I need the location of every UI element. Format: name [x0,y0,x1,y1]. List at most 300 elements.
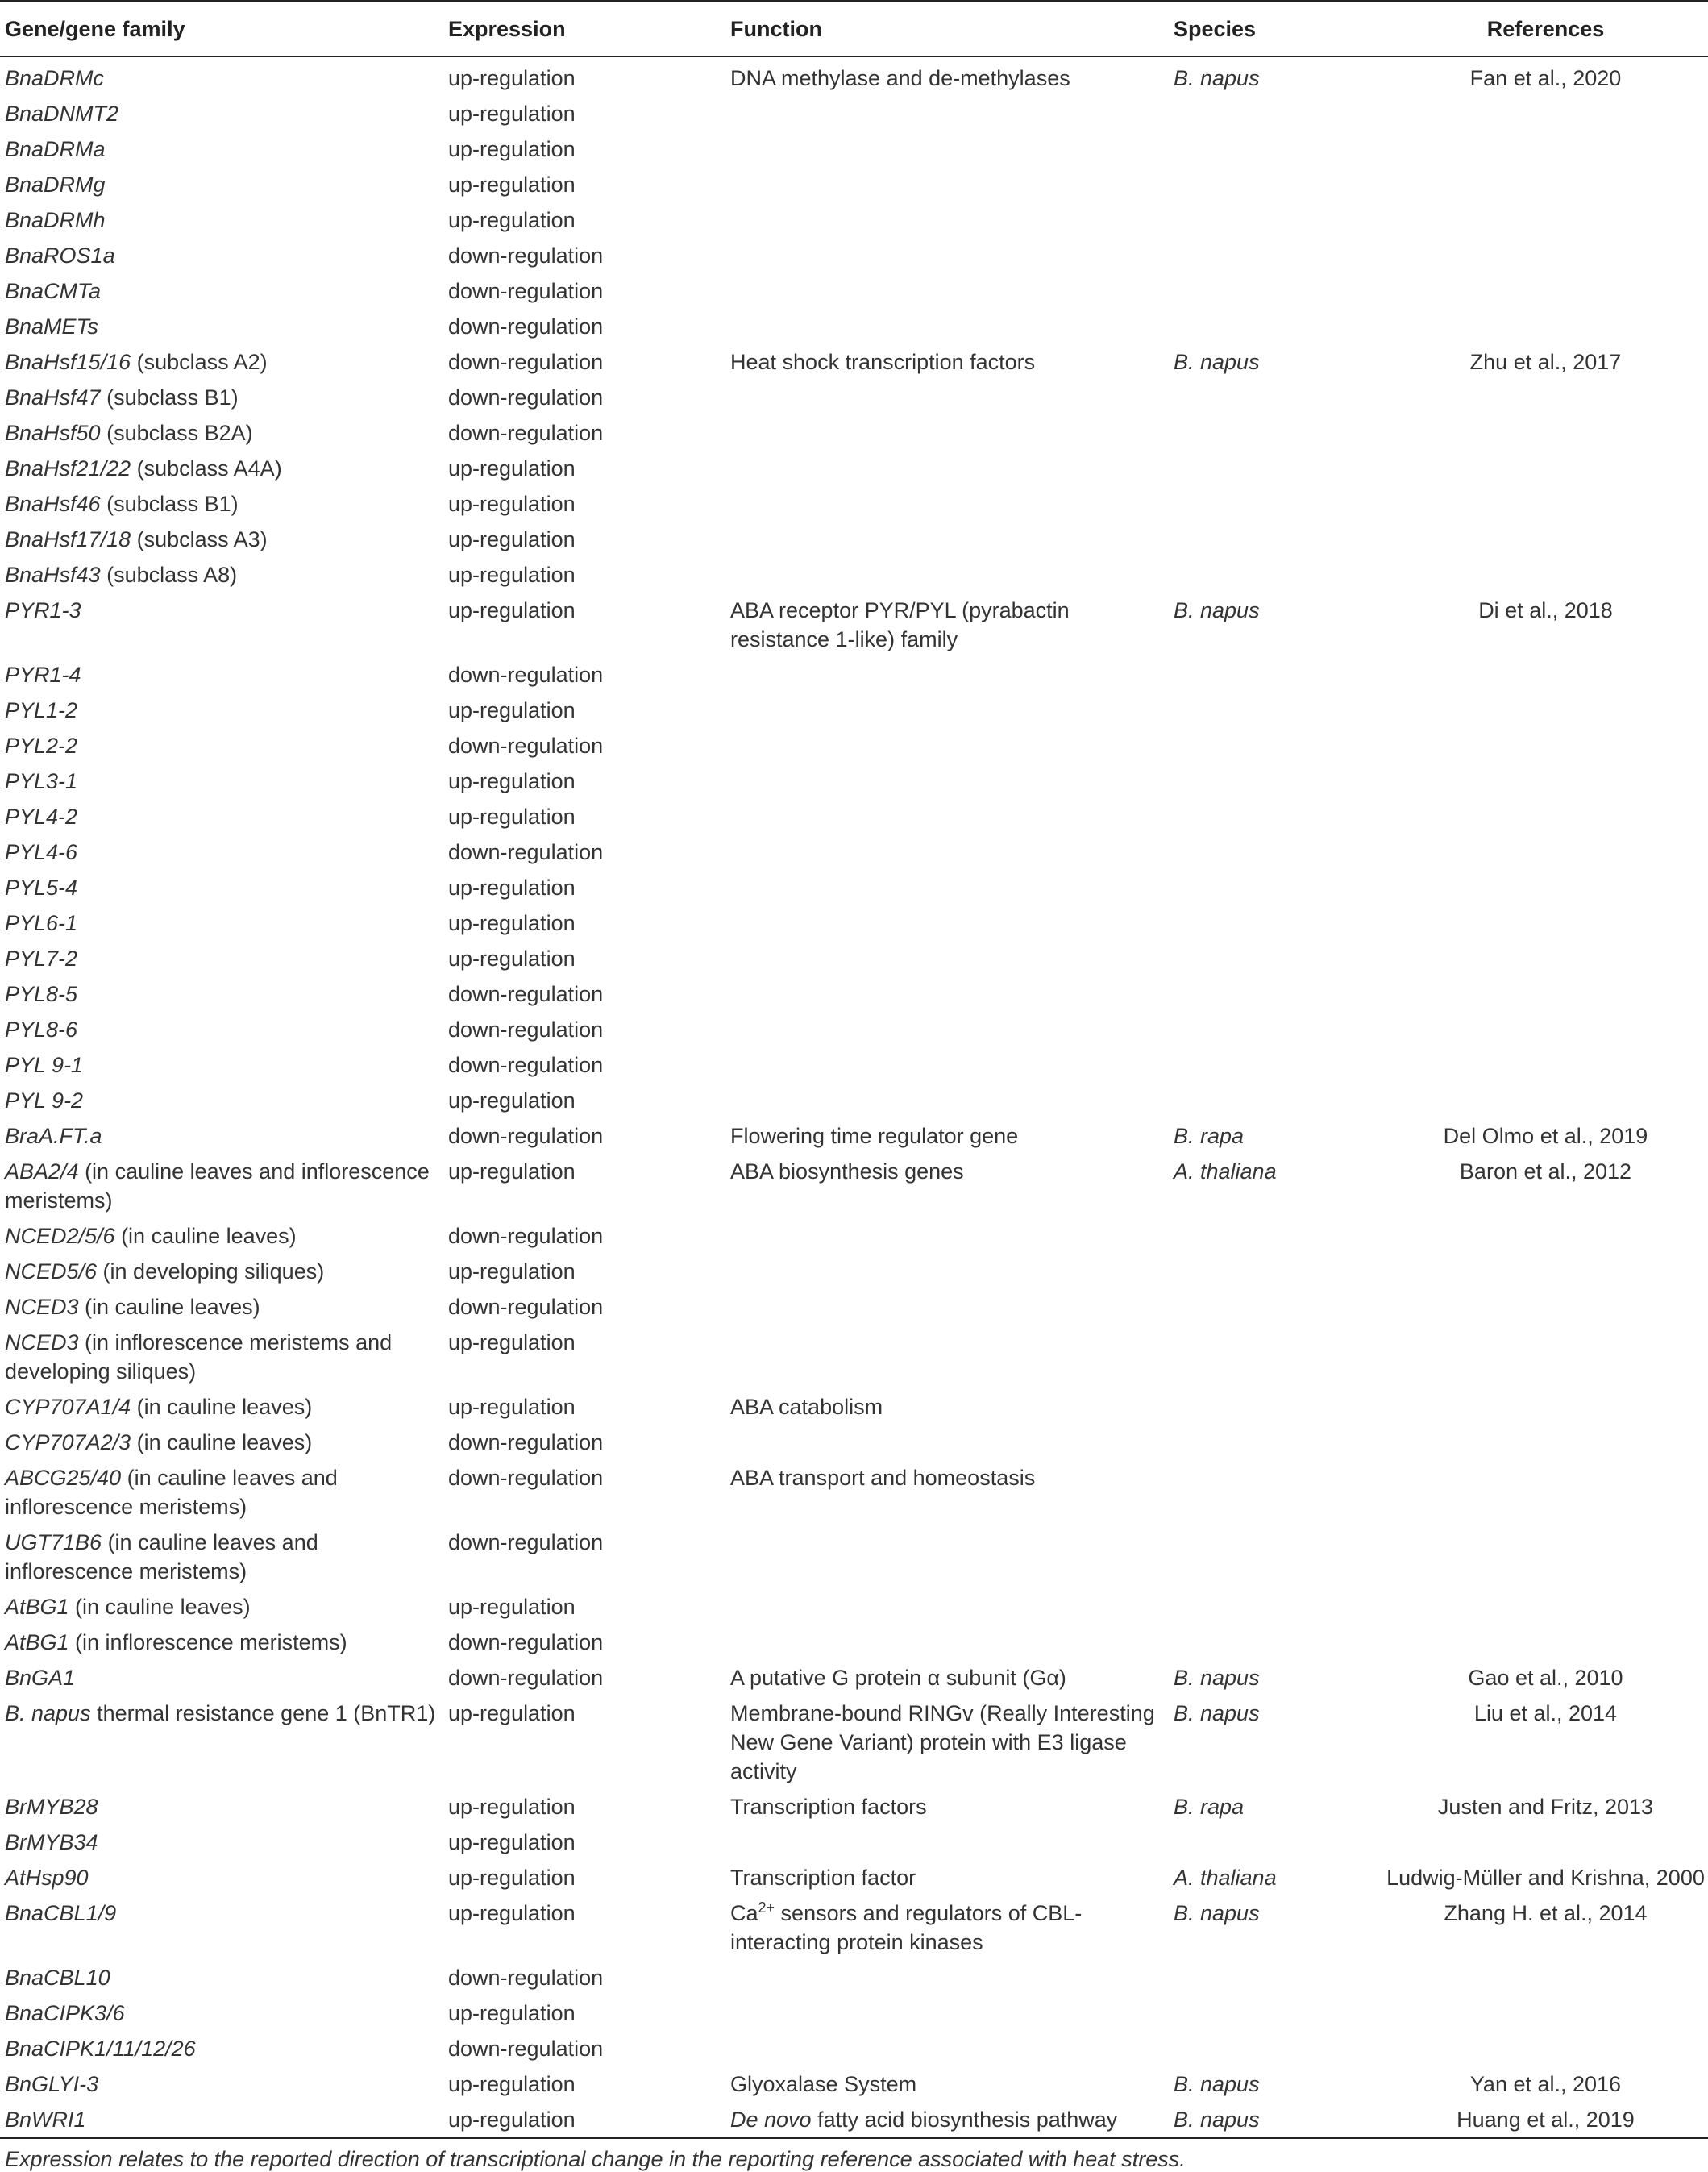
gene-name: PYL1-2 [5,698,78,722]
function-text: ABA receptor PYR/PYL (pyrabactin resistance 1-like) family [730,598,1070,651]
cell-species [1169,164,1378,199]
cell-function [725,867,1169,902]
cell-expression: up-regulation [448,598,576,622]
cell-expression: down-regulation [448,1124,604,1148]
cell-expression: up-regulation [448,1795,576,1819]
gene-name: BnaHsf47 [5,385,101,410]
cell-reference [1378,128,1708,164]
gene-name: PYL4-2 [5,805,78,829]
table-row [0,760,1708,796]
cell-expression: up-regulation [448,173,576,197]
gene-name: BnWRI1 [5,2108,86,2132]
cell-gene [0,412,443,447]
gene-name: PYR1-3 [5,598,81,622]
cell-expression: up-regulation [448,208,576,232]
table-row [0,1250,1708,1286]
cell-reference [1378,831,1708,867]
cell-expression: up-regulation [448,492,576,516]
table-row [0,518,1708,554]
table-footnote: Expression relates to the reported direction of transcriptional change in the reporting reference associated with heat stress. [5,2147,1186,2171]
cell-reference [1378,93,1708,128]
cell-expression: up-regulation [448,1830,576,1854]
table-row [0,1115,1708,1150]
gene-name: PYL5-4 [5,876,78,900]
gene-name: ABA2/4 [5,1159,79,1184]
cell-expression: down-regulation [448,1430,604,1454]
cell-function [725,1421,1169,1457]
cell-function [725,973,1169,1009]
gene-name: PYL 9-2 [5,1088,84,1113]
table-row [0,341,1708,377]
cell-species [1169,725,1378,760]
cell-gene [0,1957,443,1992]
cell-function [725,447,1169,483]
table-row [0,1386,1708,1421]
cell-gene [0,93,443,128]
table-row [0,554,1708,589]
cell-species: B. napus [1174,1901,1260,1925]
table-body [0,56,1708,2138]
gene-name: B. napus [5,1701,91,1725]
cell-gene [0,831,443,867]
cell-gene [0,867,443,902]
cell-function [725,1621,1169,1657]
cell-reference [1378,1386,1708,1421]
table-row [0,199,1708,235]
cell-expression: down-regulation [448,421,604,445]
cell-function [725,1821,1169,1857]
gene-detail: (subclass A3) [131,527,268,551]
gene-detail: (subclass A4A) [131,456,282,481]
gene-name: BraA.FT.a [5,1124,102,1148]
cell-expression: down-regulation [448,1224,604,1248]
cell-reference [1378,1457,1708,1521]
table-row [0,2063,1708,2099]
gene-detail: (subclass A8) [100,563,238,587]
cell-expression: down-regulation [448,734,604,758]
cell-reference: Di et al., 2018 [1478,598,1613,622]
cell-gene [0,1386,443,1421]
cell-gene [0,1009,443,1044]
cell-reference: Yan et al., 2016 [1469,2072,1622,2096]
table-row [0,1521,1708,1586]
cell-species: A. thaliana [1174,1866,1277,1890]
table-row [0,725,1708,760]
gene-detail: (in inflorescence meristems and developing siliques) [5,1330,393,1384]
cell-species: B. napus [1174,598,1260,622]
table-row [0,164,1708,199]
cell-reference: Justen and Fritz, 2013 [1437,1795,1654,1819]
cell-reference [1378,306,1708,341]
cell-species: B. napus [1174,1701,1260,1725]
cell-species [1169,1621,1378,1657]
table-row [0,1657,1708,1692]
cell-function [725,518,1169,554]
cell-function [725,93,1169,128]
cell-function [725,1457,1169,1521]
function-text: DNA methylase and de-methylases [730,66,1070,90]
cell-species [1169,1586,1378,1621]
cell-reference [1378,725,1708,760]
cell-function [725,1957,1169,1992]
cell-gene [0,341,443,377]
cell-species [1169,306,1378,341]
cell-function [725,554,1169,589]
cell-species [1169,554,1378,589]
cell-species [1169,483,1378,518]
cell-expression: up-regulation [448,137,576,161]
cell-reference: Zhang H. et al., 2014 [1444,1901,1648,1925]
gene-name: PYL8-6 [5,1017,78,1042]
cell-reference [1378,689,1708,725]
gene-name: BnaCBL10 [5,1966,110,1990]
header-gene: Gene/gene family [0,2,443,57]
cell-gene [0,725,443,760]
cell-gene [0,1892,443,1957]
cell-gene [0,2028,443,2063]
cell-gene [0,689,443,725]
table-row [0,1786,1708,1821]
cell-function [725,1321,1169,1386]
function-text: fatty acid biosynthesis pathway [811,2108,1118,2132]
cell-species [1169,1215,1378,1250]
cell-species [1169,760,1378,796]
function-text: Membrane-bound RINGv (Really Interesting New Gene Variant) protein with E3 ligase activity [730,1701,1155,1783]
cell-function [725,199,1169,235]
cell-species [1169,1457,1378,1521]
cell-reference [1378,1621,1708,1657]
function-text: ABA biosynthesis genes [730,1159,964,1184]
gene-detail: thermal resistance gene 1 (BnTR1) [90,1701,436,1725]
cell-function [725,164,1169,199]
table-row [0,796,1708,831]
cell-expression: up-regulation [448,876,576,900]
function-italic: De novo [730,2108,812,2132]
function-text: Transcription factor [730,1866,916,1890]
table-row [0,2028,1708,2063]
cell-reference [1378,1250,1708,1286]
function-text: Heat shock transcription factors [730,350,1036,374]
gene-name: PYL 9-1 [5,1053,84,1077]
cell-expression: up-regulation [448,769,576,793]
table-row [0,1892,1708,1957]
gene-name: ABCG25/40 [5,1466,122,1490]
function-text: Flowering time regulator gene [730,1124,1019,1148]
cell-species: B. napus [1174,350,1260,374]
cell-gene [0,1150,443,1215]
cell-gene [0,1521,443,1586]
cell-reference: Zhu et al., 2017 [1469,350,1622,374]
cell-reference [1378,377,1708,412]
gene-detail: (in cauline leaves) [114,1224,297,1248]
cell-expression: down-regulation [448,1630,604,1654]
cell-reference [1378,1215,1708,1250]
cell-gene [0,306,443,341]
gene-name: BnaHsf43 [5,563,101,587]
cell-species [1169,1521,1378,1586]
cell-reference [1378,270,1708,306]
cell-gene [0,1080,443,1115]
function-text: Transcription factors [730,1795,927,1819]
table-row [0,902,1708,938]
cell-function [725,1286,1169,1321]
table-header-row [0,2,1708,57]
cell-function [725,1657,1169,1692]
table-row [0,831,1708,867]
cell-function [725,1786,1169,1821]
table-row [0,1586,1708,1621]
cell-species [1169,1009,1378,1044]
cell-gene [0,164,443,199]
cell-species [1169,796,1378,831]
cell-gene [0,1321,443,1386]
cell-reference [1378,412,1708,447]
cell-gene [0,1821,443,1857]
cell-species [1169,1080,1378,1115]
cell-function [725,483,1169,518]
gene-name: BrMYB34 [5,1830,98,1854]
cell-gene [0,235,443,270]
table-row [0,1821,1708,1857]
cell-reference [1378,199,1708,235]
table-row [0,938,1708,973]
cell-expression: up-regulation [448,1330,576,1354]
gene-detail: (in cauline leaves and inflorescence meristems) [5,1159,430,1213]
table-row [0,1080,1708,1115]
cell-gene [0,483,443,518]
gene-name: CYP707A2/3 [5,1430,131,1454]
cell-species [1169,938,1378,973]
cell-species [1169,1250,1378,1286]
header-references: References [1378,2,1708,57]
cell-reference [1378,1957,1708,1992]
table-row [0,867,1708,902]
cell-species [1169,831,1378,867]
gene-name: NCED5/6 [5,1259,98,1284]
cell-function [725,725,1169,760]
cell-reference [1378,447,1708,483]
cell-species [1169,1957,1378,1992]
gene-name: BnaDRMc [5,66,105,90]
gene-detail: (in cauline leaves and inflorescence meristems) [5,1466,338,1519]
cell-species [1169,447,1378,483]
cell-gene [0,56,443,93]
cell-expression: down-regulation [448,243,604,268]
gene-name: PYR1-4 [5,663,81,687]
cell-reference [1378,1992,1708,2028]
cell-function [725,128,1169,164]
cell-reference [1378,1821,1708,1857]
cell-species [1169,867,1378,902]
cell-reference [1378,1321,1708,1386]
gene-name: PYL3-1 [5,769,78,793]
cell-species: B. napus [1174,1666,1260,1690]
cell-gene [0,1657,443,1692]
gene-detail: (subclass A2) [131,350,268,374]
cell-gene [0,1992,443,2028]
table-row [0,1457,1708,1521]
cell-gene [0,902,443,938]
gene-name: BnaDNMT2 [5,102,119,126]
cell-function [725,1009,1169,1044]
cell-species [1169,902,1378,938]
gene-detail: (in cauline leaves) [131,1430,313,1454]
gene-detail: (in cauline leaves) [78,1295,260,1319]
cell-reference [1378,938,1708,973]
cell-expression: down-regulation [448,1966,604,1990]
table-row [0,1421,1708,1457]
table-row [0,412,1708,447]
cell-reference [1378,760,1708,796]
cell-function [725,796,1169,831]
gene-detail: (in cauline leaves) [69,1595,251,1619]
cell-species [1169,518,1378,554]
cell-species [1169,199,1378,235]
cell-expression: down-regulation [448,982,604,1006]
gene-name: BnaCBL1/9 [5,1901,117,1925]
cell-reference: Huang et al., 2019 [1378,2099,1708,2138]
cell-gene [0,2063,443,2099]
cell-expression: down-regulation [448,2037,604,2061]
header-expression: Expression [443,2,725,57]
table-row [0,1321,1708,1386]
cell-expression: down-regulation [448,1466,604,1490]
gene-name: BnaCMTa [5,279,102,303]
table-row [0,973,1708,1009]
function-text: A putative G protein α subunit (Gα) [730,1666,1066,1690]
gene-name: NCED3 [5,1295,79,1319]
gene-name: PYL4-6 [5,840,78,864]
table-row [0,1992,1708,2028]
function-text: ABA transport and homeostasis [730,1466,1036,1490]
function-text: Glyoxalase System [730,2072,917,2096]
cell-species [1169,412,1378,447]
cell-species [1169,973,1378,1009]
cell-function [725,1386,1169,1421]
cell-reference [1378,518,1708,554]
cell-expression: down-regulation [448,385,604,410]
cell-function [725,902,1169,938]
cell-reference [1378,1080,1708,1115]
cell-function [725,306,1169,341]
cell-function [725,1521,1169,1586]
gene-detail: (in cauline leaves and inflorescence meristems) [5,1530,318,1583]
table-row [0,93,1708,128]
gene-name: AtBG1 [5,1595,69,1619]
table-row [0,483,1708,518]
cell-gene [0,270,443,306]
table-row [0,306,1708,341]
cell-expression: down-regulation [448,279,604,303]
cell-reference: Gao et al., 2010 [1468,1666,1623,1690]
cell-function [725,1150,1169,1215]
gene-name: BnaHsf17/18 [5,527,131,551]
cell-function [725,1044,1169,1080]
cell-gene [0,128,443,164]
cell-species [1169,1386,1378,1421]
cell-reference [1378,867,1708,902]
cell-gene [0,447,443,483]
gene-name: CYP707A1/4 [5,1395,131,1419]
cell-species [1169,689,1378,725]
cell-gene [0,589,443,654]
cell-species: B. rapa [1174,1795,1245,1819]
cell-expression: up-regulation [448,1866,576,1890]
cell-reference: Baron et al., 2012 [1459,1159,1632,1184]
cell-expression: up-regulation [448,1701,576,1725]
cell-function [725,589,1169,654]
cell-function [725,341,1169,377]
gene-detail: (subclass B1) [100,492,239,516]
cell-function [725,1080,1169,1115]
cell-gene [0,973,443,1009]
cell-gene [0,938,443,973]
cell-reference [1378,1286,1708,1321]
cell-expression: up-regulation [448,911,576,935]
gene-name: UGT71B6 [5,1530,102,1554]
cell-function [725,1857,1169,1892]
gene-name: BnGA1 [5,1666,76,1690]
cell-function [725,1692,1169,1786]
cell-expression: up-regulation [448,1259,576,1284]
cell-expression: down-regulation [448,350,604,374]
gene-name: BnaMETs [5,314,99,339]
cell-reference [1378,483,1708,518]
cell-function [725,270,1169,306]
cell-reference [1378,1421,1708,1457]
cell-species: B. napus [1169,2099,1378,2138]
gene-name: PYL2-2 [5,734,78,758]
cell-species: B. napus [1174,2072,1260,2096]
cell-function [725,56,1169,93]
cell-function [725,1992,1169,2028]
cell-gene [0,1692,443,1786]
gene-name: BnaDRMg [5,173,106,197]
cell-expression: up-regulation [448,1395,576,1419]
cell-reference [1378,796,1708,831]
cell-species [1169,235,1378,270]
cell-reference: Liu et al., 2014 [1473,1701,1618,1725]
cell-species: A. thaliana [1174,1159,1277,1184]
cell-expression: down-regulation [448,1053,604,1077]
cell-expression: up-regulation [448,527,576,551]
cell-function [725,412,1169,447]
cell-function [725,2099,1169,2138]
cell-function [725,1215,1169,1250]
cell-reference [1378,1586,1708,1621]
table-row [0,270,1708,306]
table-row [0,377,1708,412]
gene-name: BnaCIPK1/11/12/26 [5,2037,196,2061]
gene-detail: (in developing siliques) [97,1259,325,1284]
cell-expression: up-regulation [448,456,576,481]
cell-function [725,377,1169,412]
cell-expression: up-regulation [448,2001,576,2025]
cell-gene [0,199,443,235]
gene-detail: (in inflorescence meristems) [69,1630,347,1654]
table-row [0,56,1708,93]
cell-gene [0,1250,443,1286]
gene-name: BnaHsf50 [5,421,101,445]
cell-reference [1378,1044,1708,1080]
cell-expression: down-regulation [448,314,604,339]
cell-species [1169,377,1378,412]
gene-detail: (subclass B1) [100,385,239,410]
cell-expression: up-regulation [448,2072,576,2096]
cell-species [1169,1321,1378,1386]
cell-gene [0,1215,443,1250]
cell-function [725,2063,1169,2099]
